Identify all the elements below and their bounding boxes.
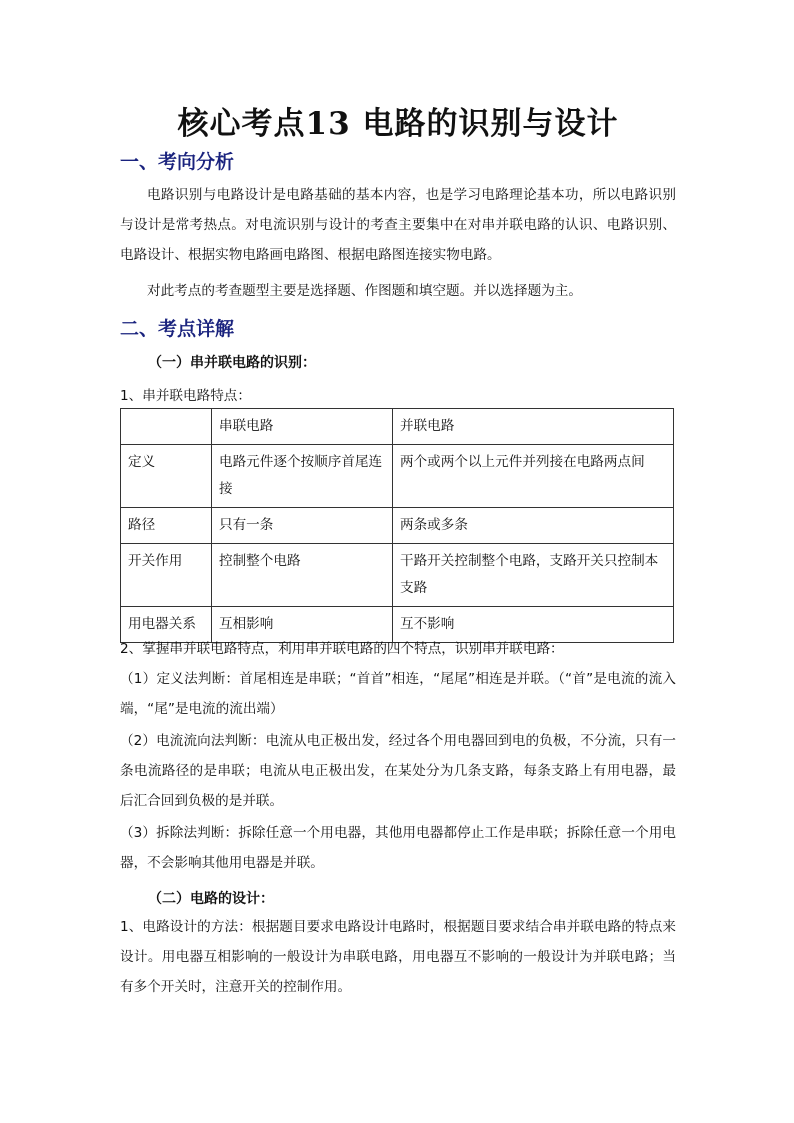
table-cell: 串联电路 [212,409,393,445]
table-header-row [121,409,674,445]
design-method: 1、电路设计的方法：根据题目要求电路设计电路时，根据题目要求结合串并联电路的特点来设计。用电器互相影响的一般设计为串联电路，用电器互不影响的一般设计为并联电路；当有多个开关时，注意开关的控制作用。 [120,919,676,995]
method-definition: （1）定义法判断：首尾相连是串联；“首首”相连，“尾尾”相连是并联。（“首”是电流的流入端，“尾”是电流的流出端） [120,671,676,717]
table-cell [121,409,212,445]
method-removal: （3）拆除法判断：拆除任意一个用电器，其他用电器都停止工作是串联；拆除任意一个用电器，不会影响其他用电器是并联。 [120,825,676,871]
table-cell: 两条或多条 [393,508,674,544]
table-cell: 控制整个电路 [212,544,393,607]
table-row [121,544,674,607]
comparison-table [120,408,674,643]
page-title: 核心考点13 电路的识别与设计 [177,106,619,142]
table-cell: 定义 [121,445,212,508]
analysis-paragraph-1: 电路识别与电路设计是电路基础的基本内容，也是学习电路理论基本功，所以电路识别与设计是常考热点。对电流识别与设计的考查主要集中在对串并联电路的认识、电路识别、电路设计、根据实物电路画电路图、根据电路图连接实物电路。 [120,187,676,263]
item-identify-method: 2、掌握串并联电路特点，利用串并联电路的四个特点，识别串并联电路： [120,641,564,657]
section-heading-details: 二、考点详解 [120,318,235,340]
table-cell: 两个或两个以上元件并列接在电路两点间 [393,445,674,508]
subheading-identification: （一）串并联电路的识别： [148,355,316,371]
table-cell: 只有一条 [212,508,393,544]
table-cell: 路径 [121,508,212,544]
method-current-flow: （2）电流流向法判断：电流从电正极出发，经过各个用电器回到电的负极，不分流，只有一条电流路径的是串联；电流从电正极出发，在某处分为几条支路，每条支路上有用电器，最后汇合回到负极的是并联。 [120,733,676,809]
section-heading-analysis: 一、考向分析 [120,151,235,173]
table-row [121,508,674,544]
analysis-paragraph-2: 对此考点的考查题型主要是选择题、作图题和填空题。并以选择题为主。 [147,283,582,299]
subheading-design: （二）电路的设计： [148,891,274,907]
table-cell: 用电器关系 [121,607,212,643]
table-cell: 互相影响 [212,607,393,643]
table-cell: 并联电路 [393,409,674,445]
table-row [121,445,674,508]
table-cell: 互不影响 [393,607,674,643]
table-cell: 开关作用 [121,544,212,607]
table-cell: 干路开关控制整个电路，支路开关只控制本支路 [393,544,674,607]
table-cell: 电路元件逐个按顺序首尾连接 [212,445,393,508]
item-series-parallel-features: 1、串并联电路特点： [120,388,251,404]
